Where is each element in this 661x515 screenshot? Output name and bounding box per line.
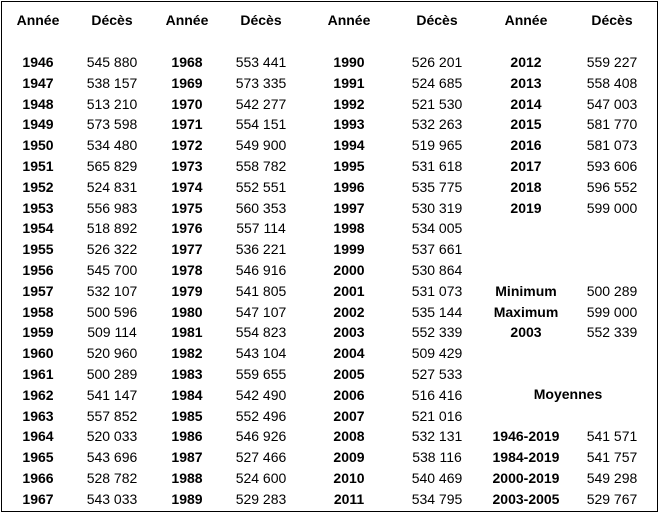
year-cell: 2008 [333, 428, 365, 445]
deaths-cell: 559 227 [586, 54, 638, 70]
deaths-cell: 547 107 [235, 303, 287, 320]
year-cell: 1999 [333, 241, 365, 258]
year-cell: 1987 [171, 449, 203, 466]
deaths-cell: 546 926 [235, 428, 287, 445]
deaths-cell: 526 322 [86, 241, 138, 258]
deaths-cell: 528 782 [86, 470, 138, 486]
year-cell: 1964 [22, 428, 54, 445]
deaths-cell: 534 795 [411, 490, 463, 507]
year-cell: 2007 [333, 407, 365, 424]
average-label: 1984-2019 [492, 449, 560, 466]
year-cell: 1957 [22, 282, 54, 299]
year-cell: 1958 [22, 303, 54, 320]
year-cell: 1949 [22, 116, 54, 133]
deaths-cell: 526 201 [411, 54, 463, 70]
deaths-cell: 557 852 [86, 407, 138, 424]
year-cell: 1995 [333, 158, 365, 174]
year-cell: 1954 [22, 220, 54, 237]
year-cell: 1992 [333, 95, 365, 112]
year-cell: 2010 [333, 470, 365, 486]
year-cell: 2012 [510, 54, 542, 70]
deaths-cell: 545 880 [86, 54, 138, 70]
year-cell: 1996 [333, 178, 365, 195]
deaths-cell: 509 114 [87, 324, 137, 341]
deaths-cell: 549 900 [235, 137, 287, 154]
deaths-cell: 513 210 [86, 95, 138, 112]
deaths-cell: 532 107 [86, 282, 138, 299]
deaths-cell: 596 552 [586, 178, 638, 195]
deaths-cell: 535 144 [411, 303, 463, 320]
year-cell: 1979 [171, 282, 203, 299]
average-label: 2000-2019 [492, 470, 560, 486]
deaths-cell: 518 892 [86, 220, 138, 237]
year-cell: 1946 [22, 54, 54, 70]
year-cell: 1976 [171, 220, 203, 237]
year-cell: 1985 [171, 407, 203, 424]
year-cell: 1989 [171, 490, 203, 507]
deaths-cell: 531 073 [411, 282, 463, 299]
average-value: 529 767 [586, 490, 638, 507]
deaths-cell: 534 480 [86, 137, 138, 154]
deaths-cell: 531 618 [411, 158, 463, 174]
year-cell: 2006 [333, 386, 365, 403]
year-cell: 1961 [22, 366, 54, 382]
year-cell: 1975 [171, 199, 203, 216]
deaths-cell: 593 606 [586, 158, 638, 174]
year-cell: 1970 [171, 95, 203, 112]
deaths-cell: 581 073 [586, 137, 638, 154]
year-cell: 2018 [510, 178, 542, 195]
deaths-cell: 524 685 [411, 74, 463, 91]
stat-label: Minimum [495, 282, 557, 299]
year-cell: 1960 [22, 345, 54, 362]
deaths-cell: 556 983 [86, 199, 138, 216]
deaths-cell: 535 775 [411, 178, 463, 195]
year-cell: 2011 [333, 490, 365, 507]
deaths-cell: 529 283 [235, 490, 287, 507]
deaths-cell: 546 916 [235, 262, 287, 278]
year-cell: 1968 [171, 54, 203, 70]
year-cell: 1948 [22, 95, 54, 112]
deaths-cell: 540 469 [411, 470, 463, 486]
year-cell: 1982 [171, 345, 203, 362]
deaths-cell: 521 530 [411, 95, 463, 112]
deaths-cell: 542 490 [235, 386, 287, 403]
year-cell: 1967 [22, 490, 54, 507]
year-cell: 2009 [333, 449, 365, 466]
year-cell: 1966 [22, 470, 54, 486]
average-value: 541 571 [586, 428, 638, 445]
year-cell: 1953 [22, 199, 54, 216]
deaths-cell: 554 151 [235, 116, 287, 133]
year-cell: 1952 [22, 178, 54, 195]
deaths-cell: 554 823 [235, 324, 287, 341]
year-cell: 1993 [333, 116, 365, 133]
year-cell: 1951 [22, 158, 54, 174]
year-cell: 2016 [510, 137, 542, 154]
year-cell: 1955 [22, 241, 54, 258]
deaths-cell: 543 696 [86, 449, 138, 466]
year-cell: 1994 [333, 137, 365, 154]
deaths-cell: 565 829 [86, 158, 138, 174]
deaths-cell: 537 661 [411, 241, 463, 258]
year-cell: 1983 [171, 366, 203, 382]
year-cell: 1981 [171, 324, 203, 341]
year-cell: 1965 [22, 449, 54, 466]
average-value: 549 298 [586, 470, 638, 486]
header-deces: Décès [591, 12, 633, 28]
year-cell: 2015 [510, 116, 542, 133]
deaths-cell: 573 335 [235, 74, 287, 91]
year-cell: 2017 [510, 158, 542, 174]
year-cell: 1956 [22, 262, 54, 278]
year-cell: 1988 [171, 470, 203, 486]
year-cell: 1984 [171, 386, 203, 403]
deaths-cell: 553 441 [235, 54, 287, 70]
header-annee: Année [327, 12, 371, 28]
year-cell: 2005 [333, 366, 365, 382]
year-cell: 2019 [510, 199, 542, 216]
average-value: 541 757 [586, 449, 638, 466]
deaths-cell: 527 466 [235, 449, 287, 466]
header-annee: Année [165, 12, 209, 28]
deaths-cell: 541 805 [235, 282, 287, 299]
deaths-cell: 521 016 [411, 407, 463, 424]
deaths-cell: 599 000 [586, 199, 638, 216]
deaths-cell: 552 551 [235, 178, 287, 195]
deaths-cell: 559 655 [235, 366, 287, 382]
year-cell: 1969 [171, 74, 203, 91]
deaths-cell: 524 831 [86, 178, 138, 195]
deaths-cell: 542 277 [235, 95, 287, 112]
year-cell: 1977 [171, 241, 203, 258]
deaths-cell: 532 131 [411, 428, 463, 445]
year-cell: 1997 [333, 199, 365, 216]
year-cell: 1998 [333, 220, 365, 237]
deaths-cell: 532 263 [411, 116, 463, 133]
deaths-cell: 516 416 [411, 386, 463, 403]
stat-value: 500 289 [586, 282, 638, 299]
deaths-cell: 545 700 [86, 262, 138, 278]
deaths-cell: 547 003 [586, 95, 638, 112]
year-cell: 2003 [333, 324, 365, 341]
year-cell: 1978 [171, 262, 203, 278]
header-annee: Année [504, 12, 548, 28]
year-cell: 1972 [171, 137, 203, 154]
deaths-cell: 543 104 [235, 345, 287, 362]
header-deces: Décès [416, 12, 458, 28]
year-cell: 2004 [333, 345, 365, 362]
average-label: 1946-2019 [492, 428, 560, 445]
deaths-cell: 536 221 [235, 241, 287, 258]
deaths-cell: 552 496 [235, 407, 287, 424]
year-cell: 1971 [171, 116, 203, 133]
average-label: 2003-2005 [492, 490, 560, 507]
deaths-cell: 500 289 [86, 366, 138, 382]
year-cell: 2013 [510, 74, 542, 91]
deaths-cell: 520 960 [86, 345, 138, 362]
year-cell: 2001 [333, 282, 365, 299]
stat-value: 599 000 [586, 303, 638, 320]
header-deces: Décès [91, 12, 133, 28]
year-cell: 1947 [22, 74, 54, 91]
stat-label: Maximum [493, 303, 559, 320]
year-cell: 2014 [510, 95, 542, 112]
year-cell: 2002 [333, 303, 365, 320]
deaths-cell: 500 596 [86, 303, 138, 320]
deaths-cell: 552 339 [411, 324, 463, 341]
year-cell: 2000 [333, 262, 365, 278]
deaths-cell: 581 770 [586, 116, 638, 133]
deaths-cell: 558 408 [586, 74, 638, 91]
deaths-cell: 509 429 [411, 345, 463, 362]
deaths-cell: 558 782 [235, 158, 287, 174]
year-cell: 1962 [22, 386, 54, 403]
averages-title: Moyennes [533, 386, 603, 402]
deaths-cell: 534 005 [411, 220, 463, 237]
year-cell: 1973 [171, 158, 203, 174]
deaths-cell: 557 114 [236, 220, 286, 237]
stat-value: 552 339 [586, 324, 638, 341]
year-cell: 1974 [171, 178, 203, 195]
deaths-cell: 573 598 [86, 116, 138, 133]
deaths-cell: 530 864 [411, 262, 463, 278]
header-deces: Décès [240, 12, 282, 28]
deaths-cell: 524 600 [235, 470, 287, 486]
header-annee: Année [16, 12, 60, 28]
deaths-cell: 538 157 [86, 74, 138, 91]
deaths-cell: 543 033 [86, 490, 138, 507]
deaths-cell: 560 353 [235, 199, 287, 216]
deaths-cell: 527 533 [411, 366, 463, 382]
year-cell: 1990 [333, 54, 365, 70]
year-cell: 1963 [22, 407, 54, 424]
year-cell: 1959 [22, 324, 54, 341]
deaths-cell: 541 147 [86, 386, 138, 403]
deaths-cell: 538 116 [412, 449, 462, 466]
deaths-cell: 520 033 [86, 428, 138, 445]
stat-label: 2003 [510, 324, 542, 341]
deaths-cell: 530 319 [411, 199, 463, 216]
year-cell: 1986 [171, 428, 203, 445]
year-cell: 1980 [171, 303, 203, 320]
year-cell: 1991 [333, 74, 365, 91]
year-cell: 1950 [22, 137, 54, 154]
deaths-cell: 519 965 [411, 137, 463, 154]
